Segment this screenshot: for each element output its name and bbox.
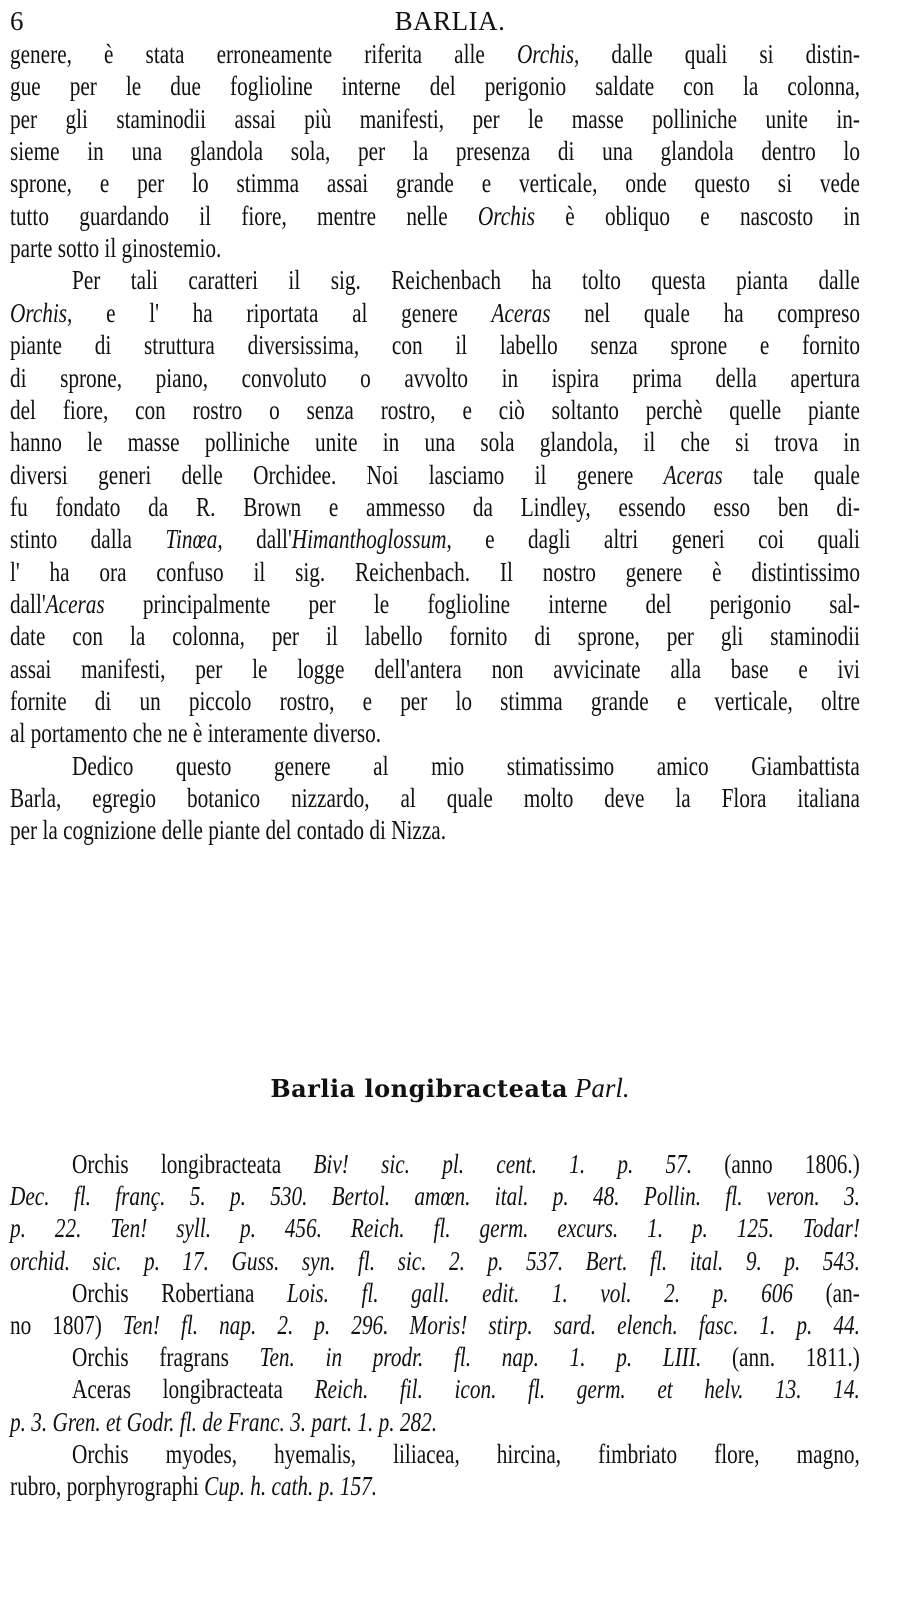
synonymy-line [10, 1309, 860, 1341]
text-segment: Orchis myodes, hyemalis, liliacea, hircina, fimbriato flore, magno, [72, 1438, 860, 1469]
synonymy-line [10, 1212, 860, 1244]
text-line [10, 459, 860, 491]
text-segment: tutto guardando il fiore, mentre nelle [10, 200, 478, 231]
italic-segment: p. 22. Ten! syll. p. 456. Reich. fl. germ. excurs. 1. p. 125. Todar! [10, 1213, 860, 1244]
text-segment: sprone, e per lo stimma assai grande e verticale, onde questo si vede [10, 168, 860, 199]
text-segment: (anno 1806.) [692, 1149, 860, 1179]
italic-segment: Aceras [45, 588, 105, 619]
running-head: BARLIA. [394, 6, 506, 36]
text-line [10, 653, 860, 685]
text-segment: del fiore, con rostro o senza rostro, e ciò soltanto perchè quelle piante [10, 394, 860, 425]
italic-segment: Orchis [477, 200, 535, 231]
text-line [10, 70, 860, 102]
text-segment: nel quale ha compreso [550, 297, 860, 328]
italic-segment: Dec. fl. franç. 5. p. 530. Bertol. amœn. ital. p. 48. Pollin. fl. veron. 3. [10, 1181, 860, 1212]
text-segment: Orchis Robertiana [72, 1277, 287, 1308]
text-segment: principalmente per le foglioline interne del perigonio sal- [104, 588, 860, 619]
text-segment: per gli staminodii assai più manifesti, per le masse polliniche unite in- [10, 103, 860, 134]
italic-segment: p. 3. Gren. et Godr. fl. de Franc. 3. part. 1. p. 282. [10, 1406, 438, 1437]
text-line [10, 491, 860, 523]
text-line [10, 232, 860, 264]
text-line [10, 685, 860, 717]
synonymy-line [10, 1406, 860, 1438]
text-line [10, 426, 860, 458]
text-segment: (an- [793, 1277, 860, 1308]
text-segment: Per tali caratteri il sig. Reichenbach ha tolto questa pianta dalle [72, 265, 860, 296]
text-line [10, 620, 860, 652]
italic-segment: Tinœa [165, 524, 218, 555]
text-segment: dall' [10, 588, 46, 619]
text-segment: è obliquo e nascosto in [534, 200, 860, 231]
text-segment: parte sotto il ginostemio. [10, 233, 222, 264]
italic-segment: Aceras [491, 297, 551, 328]
text-segment: diversi generi delle Orchidee. Noi lasciamo il genere [10, 459, 664, 490]
text-segment: fu fondato da R. Brown e ammesso da Lindley, essendo esso ben di- [10, 491, 860, 522]
text-segment: date con la colonna, per il labello fornito di sprone, per gli staminodii [10, 621, 860, 652]
species-author: Parl. [574, 1073, 630, 1103]
text-segment: , dalle quali si distin- [574, 39, 860, 69]
text-segment: Orchis fragrans [72, 1342, 260, 1373]
text-line [10, 588, 860, 620]
italic-segment: Biv! sic. pl. cent. 1. p. 57. [313, 1149, 693, 1179]
text-segment: Orchis longibracteata [72, 1149, 314, 1179]
text-segment: hanno le masse polliniche unite in una sola glandola, il che si trova in [10, 427, 860, 458]
text-segment: , e l' ha riportata al genere [67, 297, 492, 328]
text-segment: Dedico questo genere al mio stimatissimo amico Giambattista [72, 750, 860, 781]
text-segment: , e dagli altri generi coi quali [446, 524, 860, 555]
text-line [10, 103, 860, 135]
text-line [10, 135, 860, 167]
text-line [10, 717, 860, 749]
text-segment: al portamento che ne è interamente diverso. [10, 718, 382, 749]
text-segment: fornite di un piccolo rostro, e per lo stimma grande e verticale, oltre [10, 686, 860, 716]
text-line [10, 782, 860, 814]
synonymy-line [10, 1245, 860, 1277]
italic-segment: Cup. h. cath. p. 157. [204, 1471, 378, 1501]
synonymy-line [72, 1341, 860, 1373]
synonymy-line [72, 1148, 860, 1180]
text-line [10, 38, 860, 70]
synonymy-line [72, 1438, 860, 1470]
text-line [10, 362, 860, 394]
text-segment: stinto dalla [10, 524, 166, 555]
text-segment: sieme in una glandola sola, per la presenza di una glandola dentro lo [10, 136, 860, 167]
text-segment: piante di struttura diversissima, con il labello senza sprone e fornito [10, 330, 860, 361]
text-line [10, 200, 860, 232]
text-line [10, 167, 860, 199]
text-segment: Aceras longibracteata [72, 1374, 315, 1405]
page-number: 6 [10, 6, 24, 36]
text-line [72, 750, 860, 782]
text-segment: , dall' [217, 524, 292, 555]
italic-segment: Reich. fil. icon. fl. germ. et helv. 13. 14. [314, 1374, 860, 1405]
page-header [0, 6, 900, 40]
species-name: Barlia longibracteata [270, 1074, 569, 1103]
text-line [72, 264, 860, 296]
italic-segment: Orchis [10, 297, 68, 328]
italic-segment: Lois. fl. gall. edit. 1. vol. 2. p. 606 [286, 1277, 794, 1308]
text-line [10, 329, 860, 361]
text-line [10, 523, 860, 555]
italic-segment: Himanthoglossum [291, 524, 447, 555]
synonymy-line [10, 1470, 860, 1502]
text-line [10, 297, 860, 329]
text-line [10, 556, 860, 588]
text-segment: rubro, porphyrographi [10, 1471, 205, 1501]
synonymy-line [10, 1180, 860, 1212]
italic-segment: Ten. in prodr. fl. nap. 1. p. LIII. [259, 1342, 702, 1373]
italic-segment: Ten! fl. nap. 2. p. 296. Moris! stirp. sard. elench. fasc. 1. p. 44. [122, 1310, 860, 1340]
text-segment: per la cognizione delle piante del contado di Nizza. [10, 815, 447, 846]
text-segment: di sprone, piano, convoluto o avvolto in ispira prima della apertura [10, 362, 860, 393]
text-segment: gue per le due foglioline interne del perigonio saldate con la colonna, [10, 71, 860, 102]
text-segment: no 1807) [10, 1310, 123, 1340]
text-line [10, 394, 860, 426]
synonymy-line [72, 1277, 860, 1309]
text-segment: assai manifesti, per le logge dell'antera non avvicinate alla base e ivi [10, 653, 860, 684]
italic-segment: Orchis [516, 39, 575, 69]
species-heading [0, 1073, 900, 1104]
text-line [10, 814, 860, 846]
text-segment: (ann. 1811.) [701, 1342, 860, 1373]
text-segment: l' ha ora confuso il sig. Reichenbach. Il nostro genere è distintissimo [10, 556, 860, 587]
italic-segment: Aceras [663, 459, 723, 490]
text-segment: genere, è stata erroneamente riferita alle [10, 39, 517, 69]
italic-segment: orchid. sic. p. 17. Guss. syn. fl. sic. 2. p. 537. Bert. fl. ital. 9. p. 543. [10, 1245, 860, 1276]
text-segment: tale quale [722, 459, 860, 490]
text-segment: Barla, egregio botanico nizzardo, al quale molto deve la Flora italiana [10, 783, 860, 814]
synonymy-line [72, 1373, 860, 1405]
